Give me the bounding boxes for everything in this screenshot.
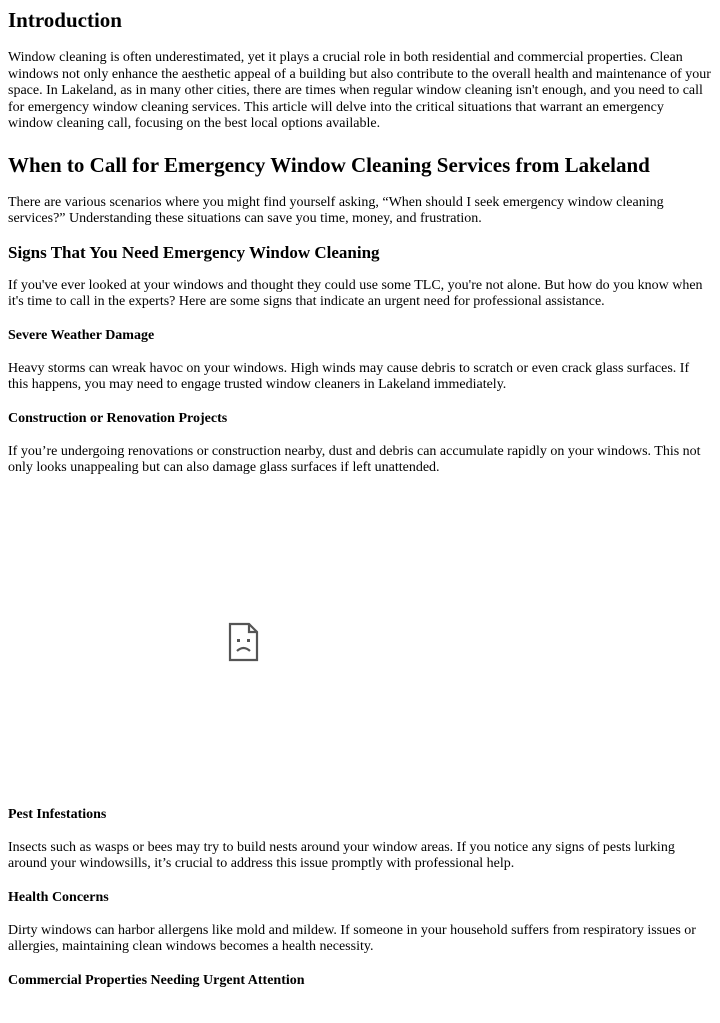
paragraph-when-to-call: There are various scenarios where you might find yourself asking, “When should I seek emergency window cleaning services?” Understanding these situations can save you time, money, and frustration. <box>8 194 664 226</box>
paragraph-pest-infestations: Insects such as wasps or bees may try to build nests around your window areas. If you notice any signs of pests lurking around your windowsills, it’s crucial to address this issue promptly with professional help. <box>8 839 675 871</box>
paragraph-health-concerns: Dirty windows can harbor allergens like mold and mildew. If someone in your household suffers from respiratory issues or allergies, maintaining clean windows becomes a health necessity. <box>8 922 696 954</box>
heading-health-concerns: Health Concerns <box>8 889 109 905</box>
heading-severe-weather: Severe Weather Damage <box>8 327 155 343</box>
article-image <box>8 490 488 790</box>
heading-introduction: Introduction <box>8 8 122 32</box>
heading-signs: Signs That You Need Emergency Window Cleaning <box>8 242 380 262</box>
paragraph-introduction: Window cleaning is often underestimated, yet it plays a crucial role in both residential and commercial properties. Clean windows not only enhance the aesthetic appeal of a building but also contribute to the overall health and maintenance of your space. In Lakeland, as in many other cities, there are times when regular window cleaning isn't enough, and you need to call for emergency window cleaning services. This article will delve into the critical situations that warrant an emergency window cleaning call, focusing on the best local options available. <box>8 50 711 131</box>
heading-pest-infestations: Pest Infestations <box>8 806 107 822</box>
paragraph-severe-weather: Heavy storms can wreak havoc on your windows. High winds may cause debris to scratch or even crack glass surfaces. If this happens, you may need to engage trusted window cleaners in Lakeland immediately. <box>8 360 690 392</box>
heading-when-to-call: When to Call for Emergency Window Cleaning Services from Lakeland <box>8 152 650 177</box>
heading-commercial-properties: Commercial Properties Needing Urgent Attention <box>8 972 305 988</box>
paragraph-construction: If you’re undergoing renovations or construction nearby, dust and debris can accumulate rapidly on your windows. This not only looks unappealing but can also damage glass surfaces if left unattended. <box>8 443 701 475</box>
heading-construction: Construction or Renovation Projects <box>8 410 228 426</box>
paragraph-signs: If you've ever looked at your windows and thought they could use some TLC, you're not alone. But how do you know when it's time to call in the experts? Here are some signs that indicate an urgent need for professional assistance. <box>8 277 703 309</box>
article <box>0 6 720 990</box>
broken-image-icon <box>228 622 259 662</box>
